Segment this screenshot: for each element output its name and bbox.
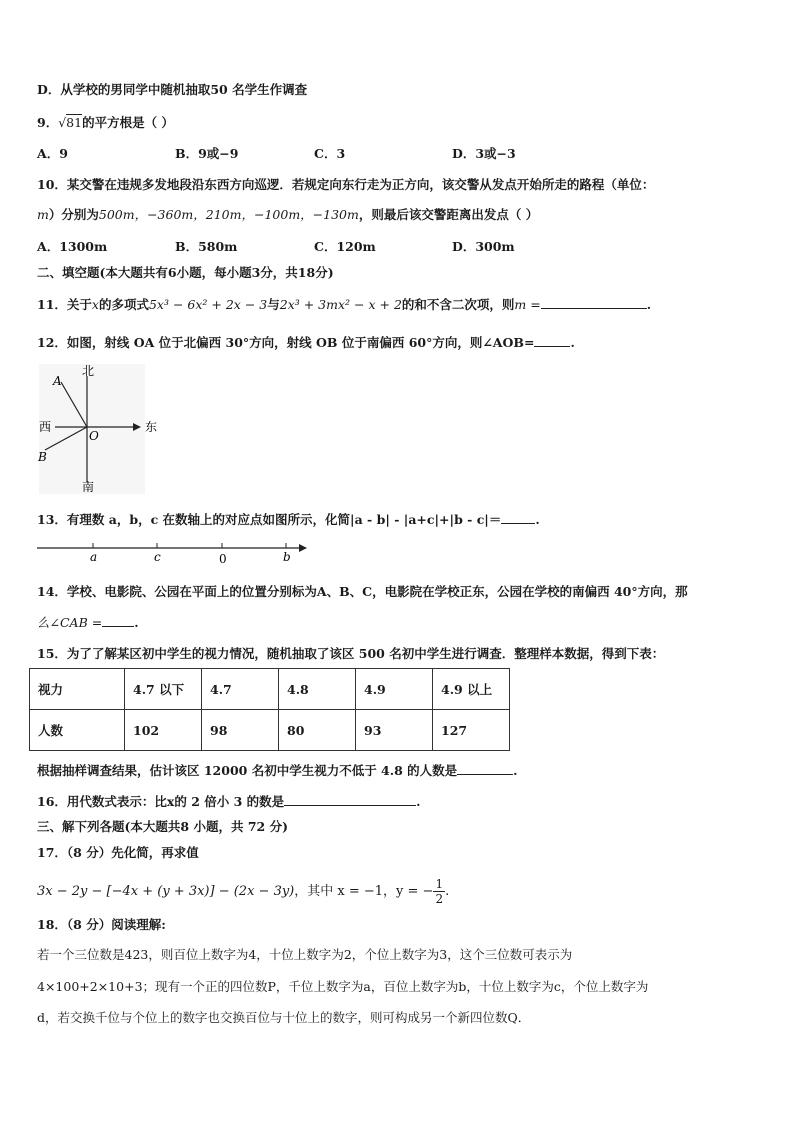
q11-ask: m = <box>514 297 541 312</box>
q12-end: . <box>570 335 575 350</box>
answer-blank <box>102 612 134 627</box>
table-row <box>30 710 510 751</box>
answer-blank <box>457 760 513 775</box>
q14-line2 <box>37 612 139 633</box>
answer-blank <box>534 332 570 347</box>
fraction-numerator: 1 <box>435 877 444 891</box>
q17-expression-line <box>37 876 449 908</box>
q17-condition: ，其中 x = −1，y = − <box>294 884 434 899</box>
q17-end: . <box>445 884 450 899</box>
label-a: A <box>53 374 62 388</box>
q12-stem <box>37 332 575 353</box>
q15-end: . <box>513 763 518 778</box>
q18-line2: 4×100+2×10+3；现有一个正的四位数P，千位上数字为a，百位上数字为b，十位上数字为c，个位上数字为 <box>37 979 649 994</box>
q18-line1: 若一个三位数是423，则百位上数字为4，十位上数字为2，个位上数字为3，这个三位数可表示为 <box>37 947 573 962</box>
q14-angle: 么∠CAB = <box>37 615 103 630</box>
q10-line2-b: ）分别为 <box>48 207 99 222</box>
label-south: 南 <box>82 480 95 494</box>
q10-option-c: C．120m <box>314 239 376 254</box>
q11-end: . <box>646 297 652 312</box>
q15-after <box>37 760 518 781</box>
section-3-heading: 三、解下列各题(本大题共8 小题，共 72 分) <box>37 819 288 834</box>
table-cell: 人数 <box>30 710 125 751</box>
q10-option-d: D．300m <box>452 239 515 254</box>
table-cell: 4.9 以上 <box>433 669 510 710</box>
table-cell: 98 <box>202 710 279 751</box>
answer-blank <box>541 294 647 309</box>
q10-values: 500m，−360m，210m，−100m，−130m <box>98 207 359 222</box>
q11-and: 与 <box>267 297 280 312</box>
table-cell: 102 <box>125 710 202 751</box>
table-cell: 80 <box>279 710 356 751</box>
q9-option-d: D．3或−3 <box>452 146 516 161</box>
answer-blank <box>284 791 416 806</box>
compass-figure <box>35 362 185 497</box>
q10-option-a: A．1300m <box>37 239 108 254</box>
q15-after-text: 根据抽样调查结果，估计该区 12000 名初中学生视力不低于 4.8 的人数是 <box>37 763 458 778</box>
label-east: 东 <box>145 420 158 434</box>
q9-option-c: C．3 <box>314 146 346 161</box>
q10-line2 <box>37 205 538 225</box>
number-line <box>35 538 310 568</box>
q11-prefix: 11．关于 <box>37 297 92 312</box>
q11-var: x <box>91 297 99 312</box>
table-cell: 93 <box>356 710 433 751</box>
q9-option-b: B．9或−9 <box>175 146 239 161</box>
section-2-heading: 二、填空题(本大题共有6小题，每小题3分，共18分) <box>37 265 334 280</box>
q13-text: 13．有理数 a，b，c 在数轴上的对应点如图所示，化简|a - b| - |a+c|+|b - c|＝ <box>37 512 502 527</box>
point-b-label: b <box>283 550 291 564</box>
table-cell: 127 <box>433 710 510 751</box>
q10-line2-c: ，则最后该交警距离出发点（ ） <box>358 207 539 222</box>
answer-blank <box>501 509 535 524</box>
table-row <box>30 669 510 710</box>
table-cell: 4.7 以下 <box>125 669 202 710</box>
q11-poly2: 2x³ + 3mx² − x + 2 <box>279 297 402 312</box>
table-cell: 4.7 <box>202 669 279 710</box>
q9-option-a: A．9 <box>37 146 68 161</box>
q17-head: 17．（8 分）先化简，再求值 <box>37 845 199 860</box>
label-west: 西 <box>39 420 52 434</box>
vision-table <box>29 668 510 751</box>
q13-stem <box>37 509 540 530</box>
q9-stem <box>37 113 174 133</box>
q9-radicand: 81 <box>66 115 83 130</box>
fraction <box>433 877 445 906</box>
q15-stem: 15．为了了解某区初中学生的视力情况，随机抽取了该区 500 名初中学生进行调查．整理样本数据，得到下表： <box>37 646 665 661</box>
q9-suffix: 的平方根是（ ） <box>82 115 174 130</box>
label-o: O <box>89 429 99 443</box>
q13-end: . <box>535 512 540 527</box>
q16-end: . <box>416 794 421 809</box>
zero-label: 0 <box>219 552 227 566</box>
point-a-label: a <box>90 550 98 564</box>
q10-line1: 10．某交警在违规多发地段沿东西方向巡逻．若规定向东行走为正方向，该交警从发点开始所走的路程（单位： <box>37 177 655 192</box>
q12-text: 12．如图，射线 OA 位于北偏西 30°方向，射线 OB 位于南偏西 60°方向，则∠AOB= <box>37 335 535 350</box>
table-cell: 4.8 <box>279 669 356 710</box>
sqrt-symbol: √ <box>58 115 67 130</box>
unit-m: m <box>37 207 49 222</box>
q11-stem <box>37 294 651 315</box>
q14-line1: 14．学校、电影院、公园在平面上的位置分别标为A、B、C，电影院在学校正东，公园在学校的南偏西 40°方向，那 <box>37 584 688 599</box>
q11-poly1: 5x³ − 6x² + 2x − 3 <box>148 297 268 312</box>
number-line-arrow <box>299 544 307 552</box>
q11-tail: 的和不含二次项，则 <box>401 297 515 312</box>
label-north: 北 <box>82 364 95 378</box>
q18-head: 18．（8 分）阅读理解: <box>37 917 166 932</box>
point-c-label: c <box>154 550 161 564</box>
q9-prefix: 9． <box>37 115 59 130</box>
q18-line3: d，若交换千位与个位上的数字也交换百位与十位上的数字，则可构成另一个新四位数Q． <box>37 1010 531 1025</box>
q17-expression: 3x − 2y − [−4x + (y + 3x)] − (2x − 3y) <box>37 884 295 899</box>
fraction-denominator: 2 <box>435 892 444 906</box>
table-cell: 视力 <box>30 669 125 710</box>
q11-mid: 的多项式 <box>98 297 149 312</box>
q16-text: 16．用代数式表示：比x的 2 倍小 3 的数是 <box>37 794 285 809</box>
q8-option-d: D．从学校的男同学中随机抽取50 名学生作调查 <box>37 82 308 97</box>
q16-stem <box>37 791 421 812</box>
table-cell: 4.9 <box>356 669 433 710</box>
q10-option-b: B．580m <box>175 239 238 254</box>
q14-end: . <box>134 615 139 630</box>
label-b: B <box>38 450 47 464</box>
